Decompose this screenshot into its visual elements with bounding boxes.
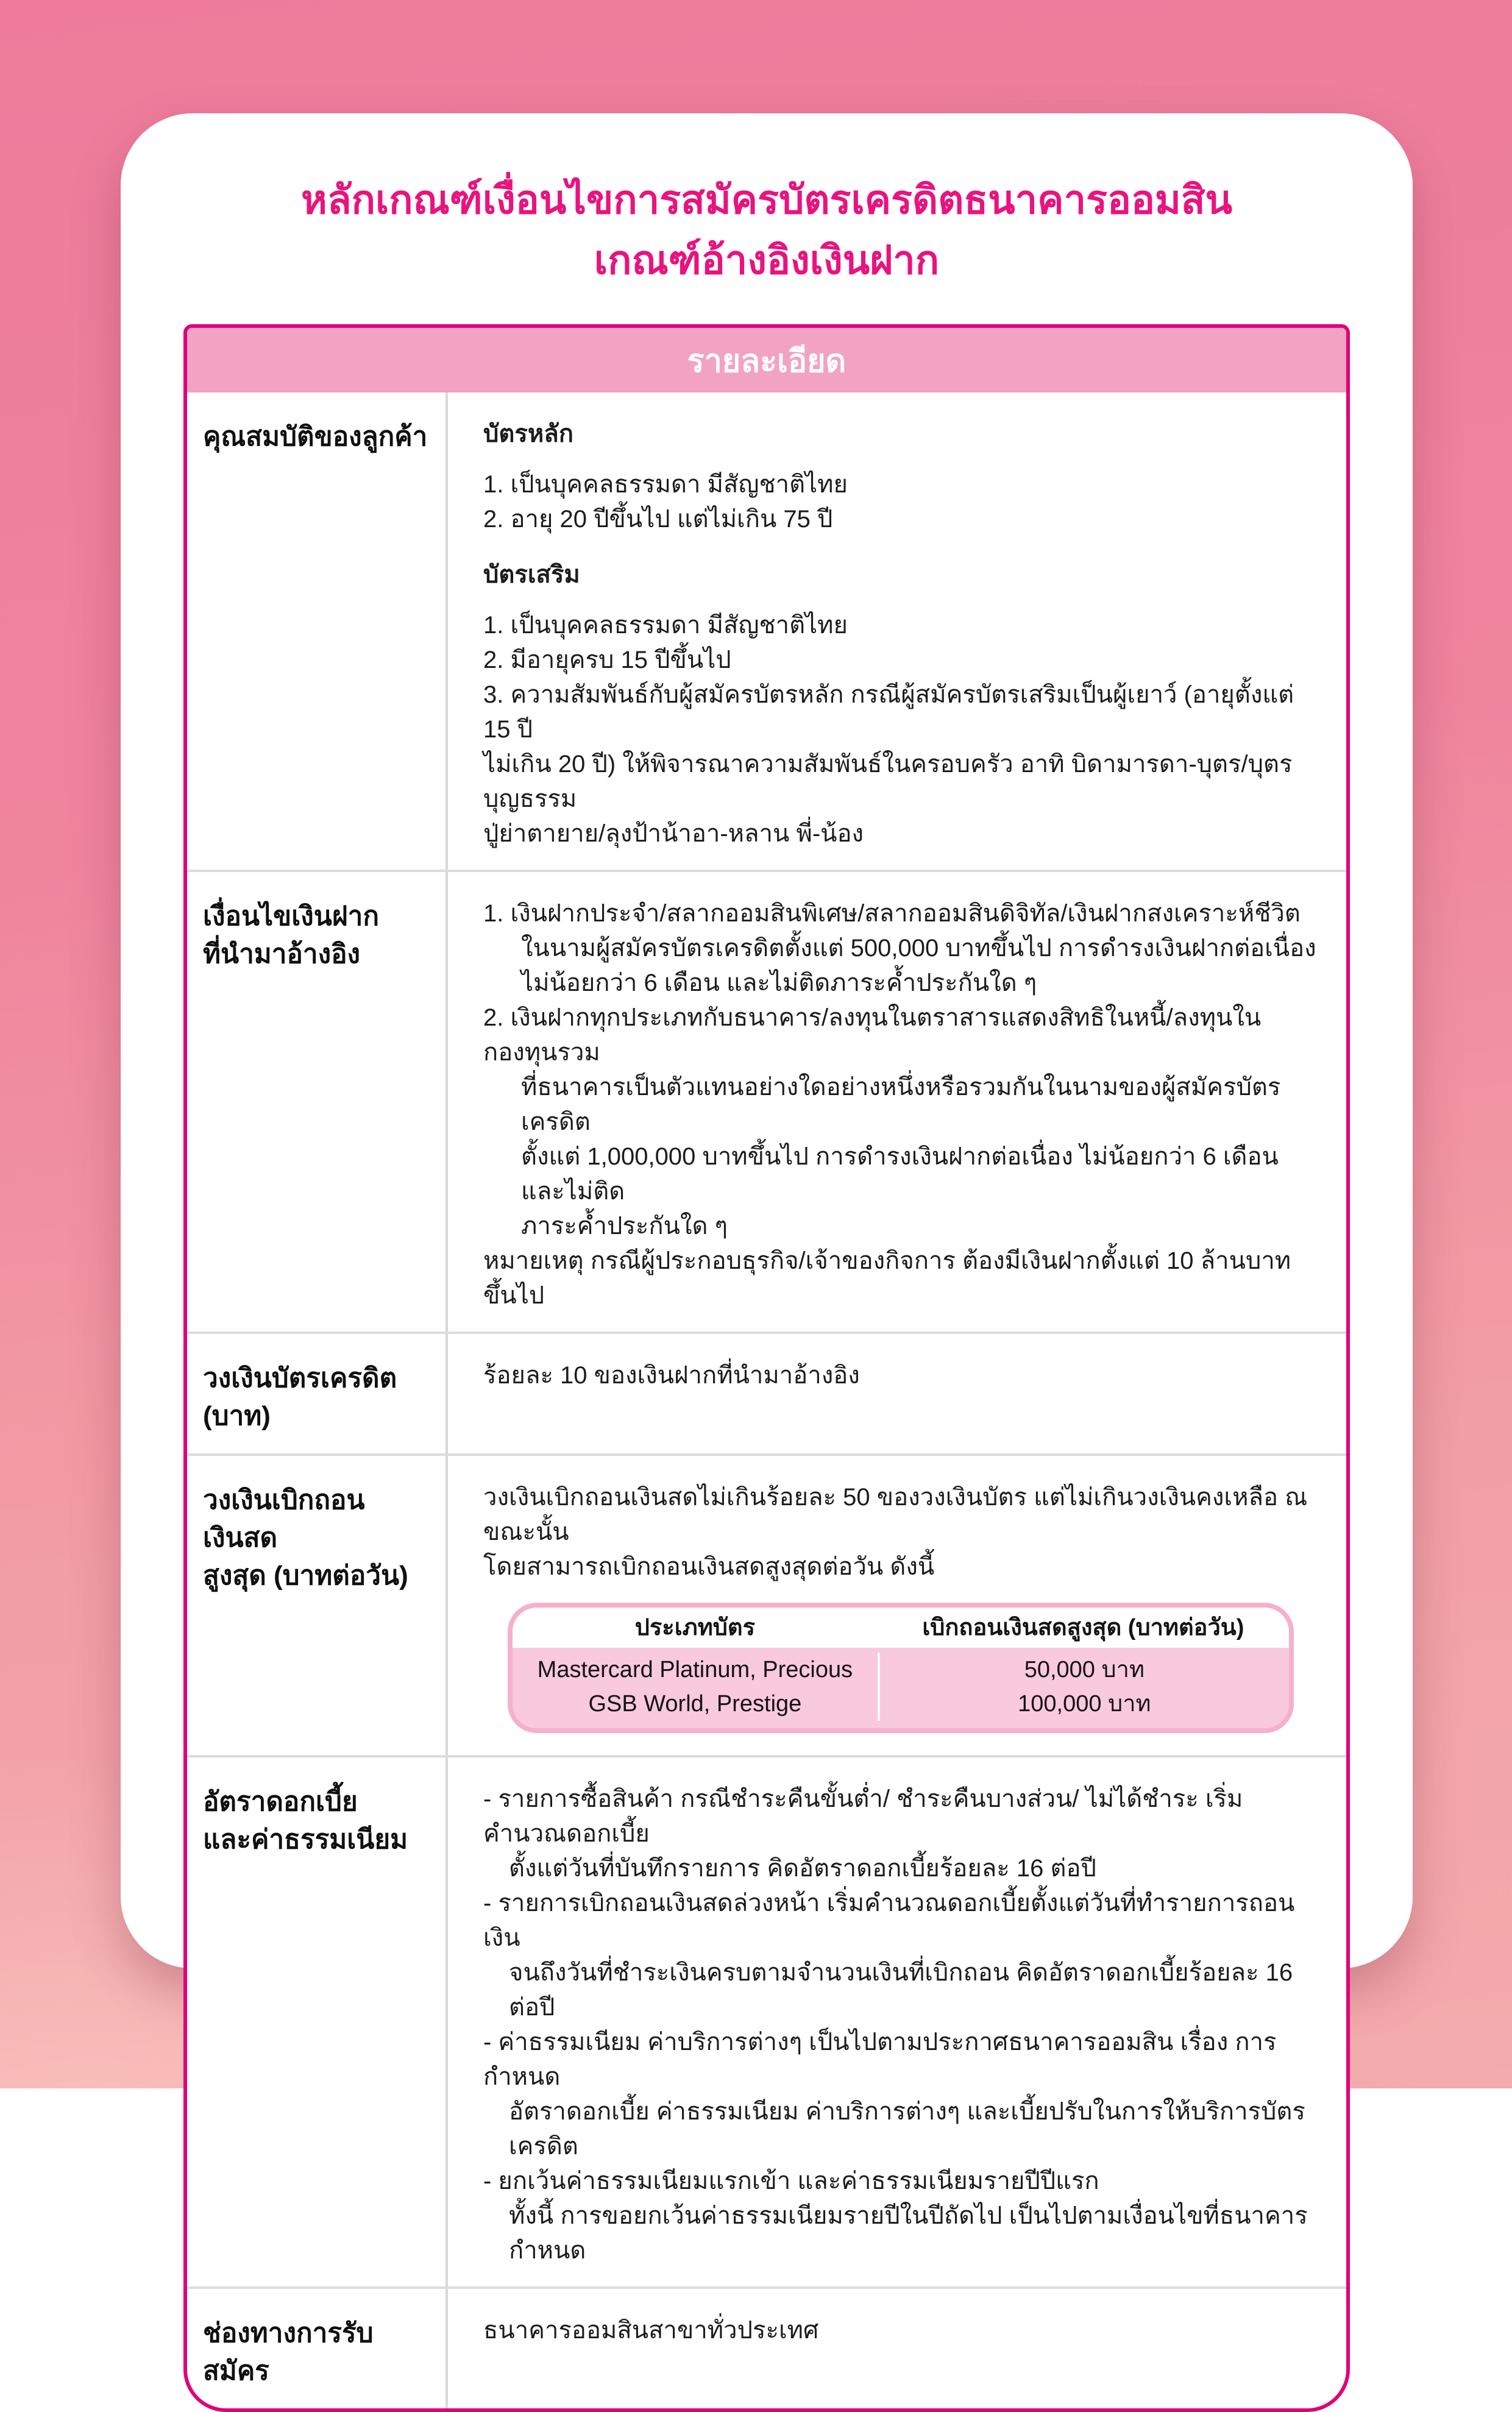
row-customer-qualifications [187,392,1346,870]
page-title-line2: เกณฑ์อ้างอิงเงินฝาก [594,238,940,282]
row-content [445,392,1346,870]
withdrawal-table-header [513,1608,1289,1648]
card-type-cell: Mastercard Platinum, Precious [537,1656,853,1683]
list-item: 3. ความสัมพันธ์กับผู้สมัครบัตรหลัก กรณีผู้สมัครบัตรเสริมเป็นผู้เยาว์ (อายุตั้งแต่ 15 ปี [483,681,1294,743]
withdrawal-limit-table [508,1603,1294,1733]
bullet-item-continuation: จนถึงวันที่ชำระเงินครบตามจำนวนเงินที่เบิกถอน คิดอัตราดอกเบี้ยร้อยละ 16 ต่อปี [509,1959,1293,2021]
bullet-item-continuation: ทั้งนี้ การขอยกเว้นค่าธรรมเนียมรายปีในปีถัดไป เป็นไปตามเงื่อนไขที่ธนาคารกำหนด [509,2202,1308,2264]
credit-limit-value: ร้อยละ 10 ของเงินฝากที่นำมาอ้างอิง [483,1362,860,1389]
withdrawal-intro-line: โดยสามารถเบิกถอนเงินสดสูงสุดต่อวัน ดังนี้ [483,1553,935,1580]
limit-cell: 100,000 บาท [878,1687,1289,1721]
table-header-band [187,328,1346,392]
row-content [445,1758,1346,2286]
application-channel-value: ธนาคารออมสินสาขาทั่วประเทศ [483,2317,819,2344]
table-row [513,1687,1289,1721]
list-item: 1. เป็นบุคคลธรรมดา มีสัญชาติไทย [483,612,848,639]
list-item-continuation: ตั้งแต่ 1,000,000 บาทขึ้นไป การดำรงเงินฝากต่อเนื่อง ไม่น้อยกว่า 6 เดือน และไม่ติด [521,1143,1279,1205]
row-deposit-conditions [187,870,1346,1332]
row-credit-limit [187,1332,1346,1453]
bullet-item: - รายการเบิกถอนเงินสดล่วงหน้า เริ่มคำนวณดอกเบี้ยตั้งแต่วันที่ทำรายการถอนเงิน [483,1890,1295,1951]
bullet-item: - ยกเว้นค่าธรรมเนียมแรกเข้า และค่าธรรมเนียมรายปีปีแรก [483,2168,1099,2194]
column-header-card-type: ประเภทบัตร [634,1614,755,1641]
page-title-line1: หลักเกณฑ์เงื่อนไขการสมัครบัตรเครดิตธนาคารออมสิน [300,177,1233,222]
row-interest-and-fees [187,1755,1346,2286]
row-label: คุณสมบัติของลูกค้า [203,422,428,452]
details-table [183,324,1350,2412]
bullet-item-continuation: ตั้งแต่วันที่บันทึกรายการ คิดอัตราดอกเบี้ยร้อยละ 16 ต่อปี [509,1855,1096,1882]
content-card [121,113,1413,2386]
list-item: 2. เงินฝากทุกประเภทกับธนาคาร/ลงทุนในตราสารแสดงสิทธิในหนี้/ลงทุนในกองทุนรวม [483,1004,1262,1066]
supplementary-card-heading: บัตรเสริม [483,561,580,588]
list-item: 1. เป็นบุคคลธรรมดา มีสัญชาติไทย [483,471,848,498]
list-item: 1. เงินฝากประจำ/สลากออมสินพิเศษ/สลากออมสินดิจิทัล/เงินฝากสงเคราะห์ชีวิต [483,900,1301,927]
limit-cell: 50,000 บาท [878,1653,1289,1687]
list-item-continuation: ที่ธนาคารเป็นตัวแทนอย่างใดอย่างหนึ่งหรือรวมกันในนามของผู้สมัครบัตรเครดิต [521,1074,1281,1135]
row-label: เงื่อนไขเงินฝาก ที่นำมาอ้างอิง [203,901,379,969]
page-title [121,113,1413,290]
card-type-cell: GSB World, Prestige [588,1690,802,1717]
table-header-title: รายละเอียด [687,343,847,379]
row-label: วงเงินบัตรเครดิต (บาท) [203,1363,397,1431]
row-application-channel [187,2286,1346,2408]
list-item-continuation: ภาระค้ำประกันใด ๆ [521,1213,728,1240]
bullet-item: - รายการซื้อสินค้า กรณีชำระคืนขั้นต่ำ/ ชำระคืนบางส่วน/ ไม่ได้ชำระ เริ่มคำนวณดอกเบี้ย [483,1786,1243,1847]
row-label: วงเงินเบิกถอนเงินสด สูงสุด (บาทต่อวัน) [203,1485,408,1591]
row-label: อัตราดอกเบี้ย และค่าธรรมเนียม [203,1787,408,1854]
row-cash-withdrawal-limit [187,1453,1346,1755]
remark-line: หมายเหตุ กรณีผู้ประกอบธุรกิจ/เจ้าของกิจการ ต้องมีเงินฝากตั้งแต่ 10 ล้านบาทขึ้นไป [483,1247,1291,1309]
row-content [445,1334,1346,1453]
table-row [513,1653,1289,1687]
row-content [445,2289,1346,2408]
list-item-continuation: ไม่น้อยกว่า 6 เดือน และไม่ติดภาระค้ำประกันใด ๆ [521,970,1037,996]
column-header-limit: เบิกถอนเงินสดสูงสุด (บาทต่อวัน) [922,1614,1244,1641]
list-item-continuation: ปู่ย่าตายาย/ลุงป้าน้าอา-หลาน พี่-น้อง [483,820,864,847]
primary-card-heading: บัตรหลัก [483,420,573,447]
row-label: ช่องทางการรับสมัคร [203,2318,374,2386]
withdrawal-intro-line: วงเงินเบิกถอนเงินสดไม่เกินร้อยละ 50 ของวงเงินบัตร แต่ไม่เกินวงเงินคงเหลือ ณ ขณะนั้น [483,1484,1308,1545]
bullet-item: - ค่าธรรมเนียม ค่าบริการต่างๆ เป็นไปตามประกาศธนาคารออมสิน เรื่อง การกำหนด [483,2029,1277,2090]
list-item: 2. อายุ 20 ปีขึ้นไป แต่ไม่เกิน 75 ปี [483,506,833,533]
row-content [445,1456,1346,1755]
list-item: 2. มีอายุครบ 15 ปีขึ้นไป [483,647,731,673]
row-content [445,872,1346,1332]
bullet-item-continuation: อัตราดอกเบี้ย ค่าธรรมเนียม ค่าบริการต่างๆ และเบี้ยปรับในการให้บริการบัตรเครดิต [509,2098,1305,2160]
list-item-continuation: ไม่เกิน 20 ปี) ให้พิจารณาความสัมพันธ์ในครอบครัว อาทิ บิดามารดา-บุตร/บุตรบุญธรรม [483,751,1293,812]
withdrawal-table-body [513,1648,1289,1728]
list-item-continuation: ในนามผู้สมัครบัตรเครดิตตั้งแต่ 500,000 บาทขึ้นไป การดำรงเงินฝากต่อเนื่อง [521,935,1316,962]
